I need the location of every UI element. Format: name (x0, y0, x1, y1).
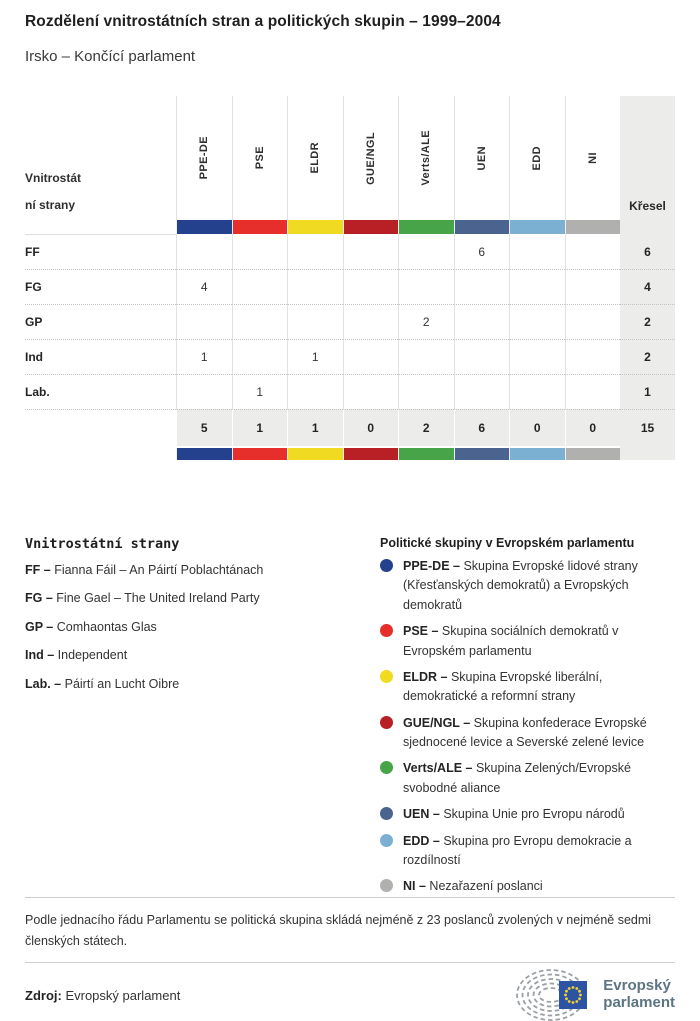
group-legend-item (380, 622, 675, 661)
seat-value-cell (565, 339, 621, 374)
group-description (403, 668, 675, 707)
seat-value-cell: 1 (287, 339, 343, 374)
seat-value-cell (232, 234, 288, 269)
color-band-verts-ale (398, 448, 454, 460)
seat-value-cell (343, 269, 399, 304)
group-abbr: PPE-DE – (403, 559, 460, 573)
color-band-pse (232, 220, 288, 234)
group-color-dot (380, 670, 393, 683)
party-legend-item (25, 675, 380, 694)
party-legend-item (25, 618, 380, 637)
party-abbr: GP – (25, 619, 54, 634)
group-description (403, 759, 675, 798)
color-band-pse (232, 448, 288, 460)
seat-value-cell (287, 304, 343, 339)
group-abbr: NI – (403, 879, 426, 894)
party-row-label: GP (25, 304, 176, 339)
column-header-pse (232, 96, 288, 220)
color-band-ni (565, 220, 621, 234)
seat-value-cell (232, 269, 288, 304)
spacer-cell (25, 409, 176, 446)
group-description (403, 622, 675, 661)
seat-value-cell (565, 234, 621, 269)
group-legend-item (380, 668, 675, 707)
group-legend-item (380, 759, 675, 798)
color-band-edd (509, 448, 565, 460)
color-band-ni (565, 448, 621, 460)
seats-column-bg (620, 220, 675, 234)
european-parliament-logo (513, 967, 675, 1021)
group-description (403, 832, 675, 871)
seat-value-cell (454, 339, 510, 374)
color-band-ppe-de (176, 220, 232, 234)
group-color-dot (380, 624, 393, 637)
party-abbr: FG – (25, 591, 53, 606)
seat-value-cell (176, 374, 232, 409)
party-legend-item (25, 646, 380, 665)
seat-value-cell (565, 269, 621, 304)
party-row-label: FG (25, 269, 176, 304)
group-abbr: Verts/ALE – (403, 761, 473, 776)
seat-value-cell (287, 234, 343, 269)
party-abbr: FF – (25, 563, 51, 577)
color-band-verts-ale (398, 220, 454, 234)
logo-line1: Evropský (603, 977, 671, 995)
group-color-dot (380, 879, 393, 892)
groups-legend-title: Politické skupiny v Evropském parlamentu (380, 536, 635, 550)
party-row-label: FF (25, 234, 176, 269)
group-name: Nezařazení poslanci (429, 879, 543, 894)
color-band-gue-ngl (343, 448, 399, 460)
group-description (403, 557, 675, 615)
group-legend-item (380, 805, 675, 824)
row-seats-total: 6 (620, 234, 675, 269)
column-header-ppe-de (176, 96, 232, 220)
row-seats-total: 2 (620, 304, 675, 339)
party-abbr: Ind – (25, 648, 55, 663)
column-header-label: NI (586, 152, 599, 164)
spacer-cell (25, 448, 176, 460)
column-total-cell: 6 (454, 409, 510, 446)
column-header-label: PPE-DE (198, 136, 211, 180)
column-total-cell: 5 (176, 409, 232, 446)
group-abbr: EDD – (403, 833, 440, 848)
source-line (25, 988, 180, 1003)
group-abbr: UEN – (403, 807, 440, 822)
party-name: Fianna Fáil – An Páirtí Poblachtánach (54, 563, 264, 577)
party-legend-item (25, 561, 380, 580)
source-value: Evropský parlament (61, 987, 181, 1003)
seat-value-cell (398, 234, 454, 269)
page-title: Rozdělení vnitrostátních stran a politických skupin – 1999–2004 (25, 13, 501, 30)
group-name: Skupina Zelených/Evropské svobodné aliance (403, 761, 631, 795)
seats-table (25, 96, 675, 460)
party-name: Fine Gael – The United Ireland Party (56, 591, 260, 606)
divider (25, 897, 675, 898)
group-name: Skupina pro Evropu demokracie a rozdílností (403, 833, 632, 867)
seat-value-cell (232, 304, 288, 339)
group-legend-item (380, 557, 675, 615)
seat-value-cell (509, 374, 565, 409)
party-row-label: Lab. (25, 374, 176, 409)
seat-value-cell (509, 234, 565, 269)
row-seats-total: 2 (620, 339, 675, 374)
seat-value-cell (398, 269, 454, 304)
source-label: Zdroj: (25, 987, 62, 1003)
group-abbr: PSE – (403, 624, 439, 639)
seat-value-cell (398, 339, 454, 374)
column-header-label: GUE/NGL (364, 131, 377, 185)
group-color-dot (380, 761, 393, 774)
column-header-label: EDD (531, 145, 544, 171)
color-band-uen (454, 448, 510, 460)
column-header-label: ELDR (309, 142, 322, 174)
seat-value-cell (176, 234, 232, 269)
seat-value-cell: 1 (232, 374, 288, 409)
seat-value-cell (232, 339, 288, 374)
seat-value-cell (343, 339, 399, 374)
group-description (403, 714, 675, 753)
grand-total-seats: 15 (620, 409, 675, 446)
party-row-label: Ind (25, 339, 176, 374)
footnote-text: Podle jednacího řádu Parlamentu se politická skupina skládá nejméně z 23 poslanců zvolených v nejméně sedmi členských státech. (25, 912, 652, 948)
party-name: Páirtí an Lucht Oibre (64, 676, 180, 691)
seats-column-header: Křesel (620, 96, 675, 220)
page-subtitle: Irsko – Končící parlament (25, 48, 196, 65)
group-color-dot (380, 834, 393, 847)
party-name: Comhaontas Glas (56, 619, 157, 634)
color-band-ppe-de (176, 448, 232, 460)
column-total-cell: 1 (232, 409, 288, 446)
group-color-dot (380, 559, 393, 572)
color-band-eldr (287, 448, 343, 460)
group-name: Skupina Evropské lidové strany (Křesťanských demokratů) a Evropských demokratů (403, 559, 638, 612)
column-total-cell: 0 (509, 409, 565, 446)
seat-value-cell (343, 374, 399, 409)
color-band-gue-ngl (343, 220, 399, 234)
column-header-verts-ale (398, 96, 454, 220)
seat-value-cell (565, 374, 621, 409)
political-groups-legend (380, 536, 675, 897)
group-color-dot (380, 807, 393, 820)
column-header-edd (509, 96, 565, 220)
seat-value-cell (454, 304, 510, 339)
table-corner-label: Vnitrostátní strany (25, 171, 82, 212)
group-legend-item (380, 832, 675, 871)
group-name: Skupina sociálních demokratů v Evropském parlamentu (403, 624, 619, 658)
seat-value-cell: 2 (398, 304, 454, 339)
column-total-cell: 1 (287, 409, 343, 446)
source-row (25, 967, 675, 1021)
color-band-eldr (287, 220, 343, 234)
column-header-label: UEN (475, 145, 488, 171)
column-header-eldr (287, 96, 343, 220)
column-header-label: PSE (253, 146, 266, 170)
group-legend-item (380, 877, 675, 896)
legends-section (25, 536, 675, 897)
seats-column-bg (620, 448, 675, 460)
group-description (403, 805, 625, 824)
seat-value-cell (176, 304, 232, 339)
national-parties-legend (25, 536, 380, 897)
column-total-cell: 0 (343, 409, 399, 446)
parties-legend-title: Vnitrostátní strany (25, 536, 180, 552)
seat-value-cell (454, 374, 510, 409)
divider (25, 962, 675, 963)
group-abbr: GUE/NGL – (403, 715, 471, 730)
group-description (403, 877, 543, 896)
party-abbr: Lab. – (25, 676, 62, 691)
column-header-label: Verts/ALE (420, 130, 433, 186)
column-header-ni (565, 96, 621, 220)
row-seats-total: 1 (620, 374, 675, 409)
logo-line2: parlament (603, 994, 675, 1012)
seat-value-cell (343, 304, 399, 339)
group-name: Skupina Evropské liberální, demokratické a reformní strany (403, 669, 603, 704)
seat-value-cell (454, 269, 510, 304)
group-name: Skupina Unie pro Evropu národů (443, 807, 625, 822)
group-name: Skupina konfederace Evropské sjednocené levice a Severské zelené levice (403, 715, 647, 749)
color-band-uen (454, 220, 510, 234)
seat-value-cell (509, 269, 565, 304)
group-color-dot (380, 716, 393, 729)
seat-value-cell (565, 304, 621, 339)
color-band-edd (509, 220, 565, 234)
seat-value-cell (509, 339, 565, 374)
column-header-gue-ngl (343, 96, 399, 220)
row-seats-total: 4 (620, 269, 675, 304)
party-legend-item (25, 589, 380, 608)
hemicycle-icon (513, 967, 595, 1021)
group-abbr: ELDR – (403, 669, 448, 684)
seat-value-cell: 4 (176, 269, 232, 304)
seat-value-cell (287, 269, 343, 304)
logo-wordmark (603, 978, 675, 1012)
column-header-uen (454, 96, 510, 220)
seat-value-cell (398, 374, 454, 409)
party-name: Independent (57, 648, 128, 663)
column-total-cell: 0 (565, 409, 621, 446)
seat-value-cell (343, 234, 399, 269)
seat-value-cell (509, 304, 565, 339)
seat-value-cell: 1 (176, 339, 232, 374)
column-total-cell: 2 (398, 409, 454, 446)
group-legend-item (380, 714, 675, 753)
spacer-cell (25, 220, 176, 234)
seat-value-cell: 6 (454, 234, 510, 269)
seat-value-cell (287, 374, 343, 409)
